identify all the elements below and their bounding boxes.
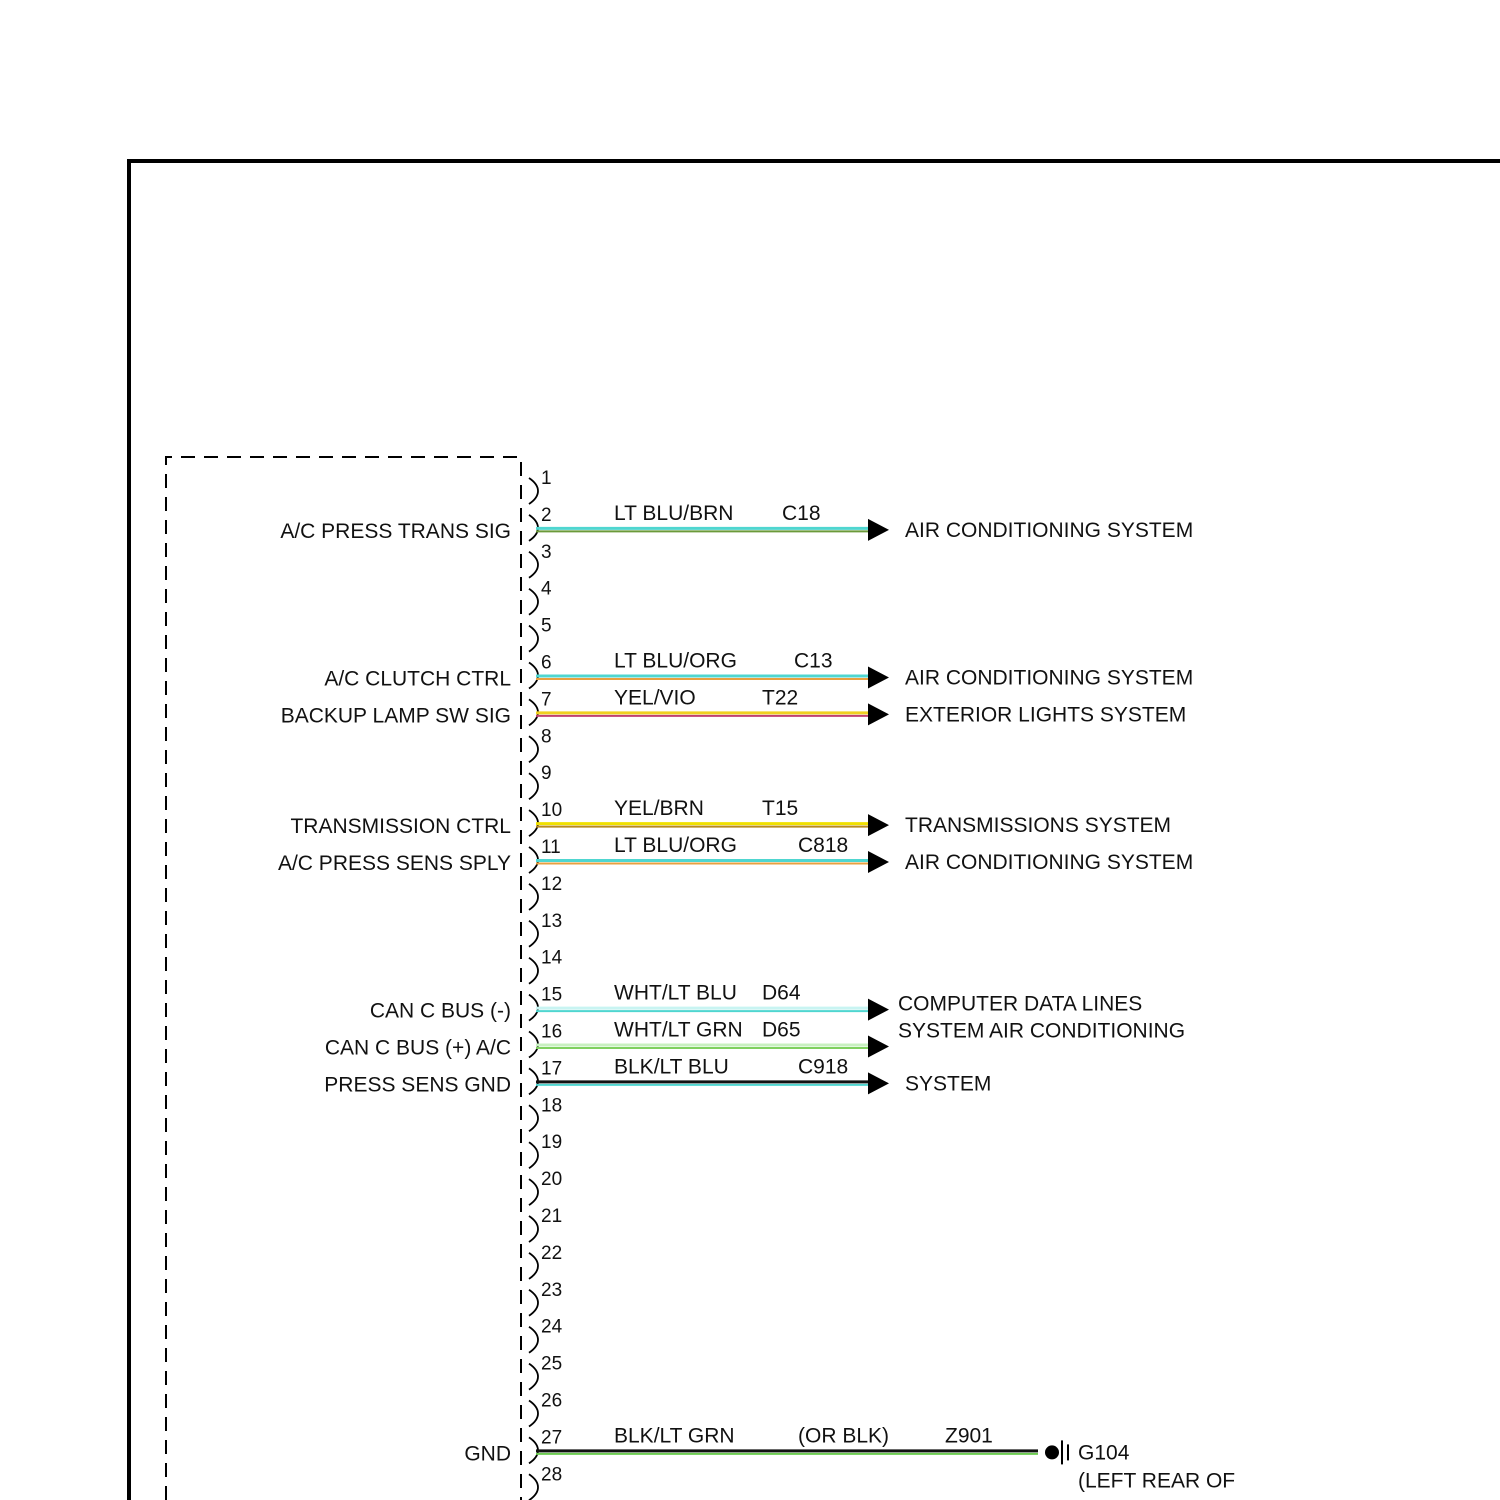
connector-pin: [529, 1206, 562, 1242]
pin-terminal: [529, 1105, 538, 1131]
circuit-row: [280, 502, 1193, 543]
circuit-id-label: C18: [782, 501, 821, 525]
pin-terminal: [529, 1364, 538, 1390]
pin-number: 4: [541, 578, 552, 600]
connector-pin: [529, 1280, 562, 1316]
circuit-row: [290, 797, 1171, 838]
destination-label: SYSTEM AIR CONDITIONING: [898, 1019, 1186, 1043]
circuit-id-label: C818: [798, 834, 849, 857]
pin-number: 25: [541, 1353, 563, 1375]
arrow-icon: [868, 851, 889, 873]
pin-terminal: [529, 958, 538, 984]
pin-number: 26: [541, 1390, 563, 1412]
wire-color-label: BLK/LT GRN: [614, 1424, 735, 1448]
connector-pins: [529, 468, 563, 1500]
circuit-function-label: A/C PRESS TRANS SIG: [280, 519, 511, 543]
connector-pin: [529, 468, 552, 504]
wire-color-label: LT BLU/ORG: [614, 834, 737, 857]
pin-number: 3: [541, 541, 552, 563]
arrow-icon: [868, 667, 889, 689]
destination-label: EXTERIOR LIGHTS SYSTEM: [905, 703, 1187, 727]
module-outline: [166, 457, 521, 1500]
circuit-wires: [278, 502, 1193, 1097]
circuit-function-label: PRESS SENS GND: [324, 1073, 511, 1097]
connector-pin: [529, 653, 552, 689]
ground-circuit: [464, 1424, 1235, 1492]
connector-pin: [529, 505, 552, 541]
pin-number: 11: [541, 837, 561, 858]
pin-terminal: [529, 589, 538, 615]
pin-terminal: [529, 884, 538, 910]
circuit-id-label: C918: [798, 1055, 849, 1079]
connector-pin: [529, 616, 552, 652]
pin-number: 6: [541, 652, 552, 674]
connector-pin: [529, 1464, 562, 1500]
wire-color-label: BLK/LT BLU: [614, 1055, 729, 1079]
pin-number: 2: [541, 504, 552, 526]
pin-terminal: [529, 1474, 538, 1500]
pin-number: 7: [541, 689, 552, 711]
circuit-function-label: TRANSMISSION CTRL: [290, 815, 511, 839]
pin-terminal: [529, 552, 538, 578]
connector-pin: [529, 911, 562, 947]
connector-pin: [529, 837, 561, 873]
alt-color-label: (OR BLK): [798, 1424, 890, 1448]
wire-color-label: LT BLU/BRN: [614, 501, 734, 525]
ground-location-label: (LEFT REAR OF: [1078, 1469, 1236, 1493]
connector-pin: [529, 1022, 562, 1058]
pin-number: 13: [541, 910, 563, 932]
destination-label: AIR CONDITIONING SYSTEM: [905, 666, 1194, 690]
pin-number: 12: [541, 873, 563, 895]
connector-pin: [529, 1058, 562, 1094]
destination-label: AIR CONDITIONING SYSTEM: [905, 518, 1194, 542]
connector-pin: [529, 874, 562, 910]
pin-terminal: [529, 921, 538, 947]
circuit-row: [324, 650, 1193, 691]
pin-terminal: [529, 478, 538, 504]
connector-pin: [529, 763, 552, 799]
destination-label: TRANSMISSIONS SYSTEM: [905, 814, 1172, 838]
pin-number: 22: [541, 1242, 563, 1264]
circuit-row: [324, 1055, 991, 1096]
arrow-icon: [868, 814, 889, 836]
pin-number: 19: [541, 1132, 563, 1154]
circuit-row: [370, 982, 1142, 1023]
pin-number: 15: [541, 984, 563, 1006]
pin-terminal: [529, 626, 538, 652]
arrow-icon: [868, 1036, 889, 1058]
ground-splice-dot: [1045, 1445, 1059, 1459]
wire-color-label: WHT/LT BLU: [614, 981, 737, 1005]
pin-number: 27: [541, 1427, 563, 1449]
circuit-id-label: T22: [762, 686, 799, 710]
connector-pin: [529, 1243, 562, 1279]
connector-pin: [529, 1391, 562, 1427]
connector-pin: [529, 1095, 562, 1131]
pin-terminal: [529, 1253, 538, 1279]
destination-label: AIR CONDITIONING SYSTEM: [905, 851, 1194, 874]
destination-label: SYSTEM: [905, 1072, 992, 1096]
pin-number: 10: [541, 800, 563, 822]
pin-terminal: [529, 1142, 538, 1168]
connector-pin: [529, 948, 563, 984]
circuit-id-label: Z901: [945, 1424, 993, 1448]
pin-number: 14: [541, 947, 563, 969]
pin-terminal: [529, 773, 538, 799]
connector-pin: [529, 1132, 562, 1168]
arrow-icon: [868, 1072, 889, 1094]
ground-function-label: GND: [464, 1442, 511, 1466]
connector-pin: [529, 1427, 562, 1463]
pin-terminal: [529, 1401, 538, 1427]
ground-id-label: G104: [1078, 1441, 1130, 1465]
pin-number: 20: [541, 1169, 563, 1191]
circuit-function-label: BACKUP LAMP SW SIG: [280, 704, 511, 728]
pin-number: 18: [541, 1095, 563, 1117]
pin-number: 16: [541, 1021, 563, 1043]
pin-number: 5: [541, 615, 552, 637]
connector-pin: [529, 542, 552, 578]
connector-pin: [529, 1317, 563, 1353]
circuit-row: [281, 686, 1187, 727]
pin-terminal: [529, 1290, 538, 1316]
arrow-icon: [868, 519, 889, 541]
connector-pin: [529, 800, 562, 836]
pin-number: 23: [541, 1279, 563, 1301]
connector-pin: [529, 1169, 562, 1205]
pin-terminal: [529, 736, 538, 762]
wire-color-label: YEL/BRN: [614, 797, 704, 821]
circuit-id-label: T15: [762, 797, 799, 821]
wire-color-label: YEL/VIO: [614, 686, 696, 710]
pin-number: 9: [541, 763, 552, 785]
arrow-icon: [868, 703, 889, 725]
pin-number: 24: [541, 1316, 563, 1338]
arrow-icon: [868, 999, 889, 1021]
pin-number: 8: [541, 726, 552, 748]
circuit-id-label: D64: [762, 981, 801, 1005]
circuit-row: [325, 1019, 1185, 1060]
pin-number: 17: [541, 1058, 563, 1080]
connector-pin: [529, 985, 562, 1021]
circuit-id-label: C13: [794, 649, 833, 673]
pin-terminal: [529, 1179, 538, 1205]
pin-number: 21: [541, 1206, 563, 1227]
circuit-function-label: CAN C BUS (-): [369, 999, 511, 1023]
pin-number: 28: [541, 1464, 563, 1486]
pin-terminal: [529, 1327, 538, 1353]
pin-number: 1: [541, 468, 552, 489]
circuit-function-label: A/C CLUTCH CTRL: [324, 667, 511, 691]
circuit-function-label: CAN C BUS (+) A/C: [324, 1036, 511, 1060]
circuit-function-label: A/C PRESS SENS SPLY: [277, 852, 511, 875]
connector-pin: [529, 689, 552, 725]
connector-pin: [529, 1354, 562, 1390]
connector-pin: [529, 579, 552, 615]
circuit-id-label: D65: [762, 1018, 801, 1042]
circuit-row: [278, 834, 1193, 875]
pin-terminal: [529, 1216, 538, 1242]
wire-color-label: LT BLU/ORG: [614, 649, 737, 673]
wire-color-label: WHT/LT GRN: [614, 1018, 743, 1042]
connector-pin: [529, 726, 552, 762]
destination-label: COMPUTER DATA LINES: [898, 992, 1143, 1016]
